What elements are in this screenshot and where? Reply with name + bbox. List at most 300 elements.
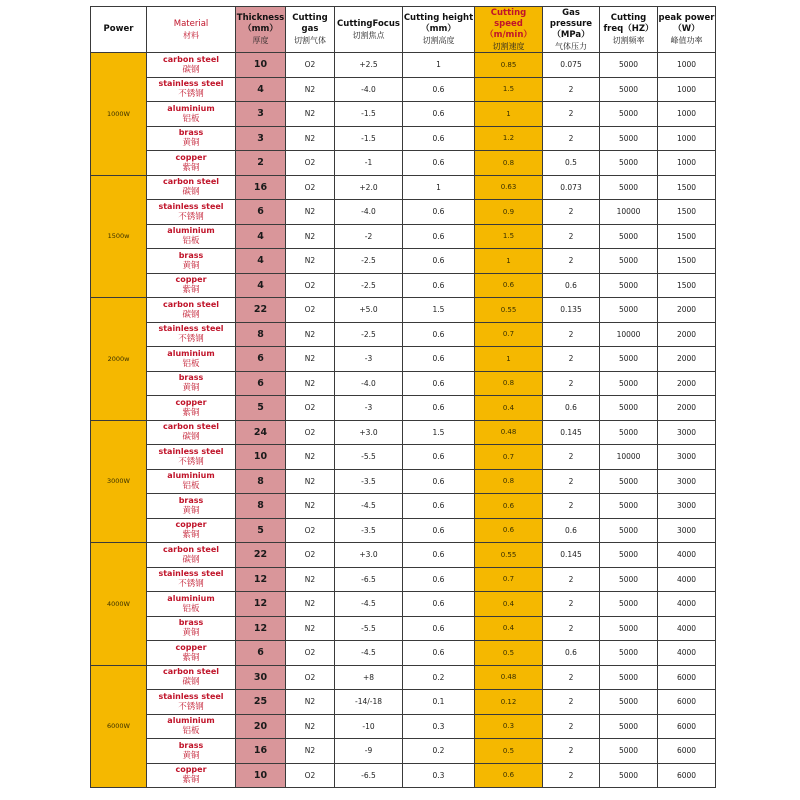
cutting-focus-cell: -5.5 [335,445,403,470]
table-row [91,200,716,225]
peak-power-cell: 1000 [658,53,716,78]
cutting-height-cell: 0.6 [403,200,475,225]
cutting-gas-cell: O2 [286,151,335,176]
material-name-cn: 不锈钢 [178,211,204,222]
material-name-cn: 铝板 [182,603,200,614]
material-name-en: brass [178,740,204,750]
cutting-speed-cell: 0.5 [475,739,543,764]
material-name-cn: 铝板 [182,481,200,492]
cutting-freq-cell: 5000 [600,249,658,274]
material-cell [147,77,236,102]
material-cell [147,690,236,715]
material-name-cn: 不锈钢 [178,701,204,712]
cutting-speed-cell: 1 [475,102,543,127]
table-row [91,494,716,519]
gas-pressure-cell: 2 [543,249,600,274]
cutting-speed-cell: 0.6 [475,273,543,298]
gas-pressure-cell: 2 [543,126,600,151]
cutting-gas-cell: N2 [286,249,335,274]
cutting-focus-cell: -2.5 [335,322,403,347]
header-row [91,7,716,53]
cutting-gas-cell: N2 [286,322,335,347]
cutting-focus-cell: -9 [335,739,403,764]
material-name-en: brass [178,250,204,260]
material-name-cn: 不锈钢 [178,456,204,467]
cutting-height-cell: 0.6 [403,249,475,274]
table-row [91,690,716,715]
material-name-cn: 黄铜 [182,505,200,516]
cutting-gas-cell: N2 [286,126,335,151]
table-row [91,714,716,739]
material-name-en: stainless steel [158,201,224,211]
header-cutting-height: Cutting height（mm） 切割高度 [403,7,475,53]
peak-power-cell: 3000 [658,445,716,470]
cutting-speed-cell: 0.9 [475,200,543,225]
header-peak-power: peak power（W） 峰值功率 [658,7,716,53]
thickness-cell: 8 [236,494,286,519]
gas-pressure-cell: 2 [543,200,600,225]
gas-pressure-cell: 0.5 [543,151,600,176]
cutting-freq-cell: 10000 [600,322,658,347]
cutting-parameter-table [90,6,716,788]
cutting-focus-cell: -4.0 [335,371,403,396]
cutting-speed-cell: 0.48 [475,665,543,690]
power-cell: 1500w [91,175,147,298]
table-row [91,396,716,421]
material-name-cn: 黄铜 [182,628,200,639]
cutting-speed-cell: 1 [475,249,543,274]
material-cell [147,175,236,200]
cutting-height-cell: 0.6 [403,151,475,176]
cutting-focus-cell: +3.0 [335,543,403,568]
cutting-speed-cell: 0.7 [475,567,543,592]
cutting-freq-cell: 5000 [600,543,658,568]
table-row [91,592,716,617]
thickness-cell: 10 [236,53,286,78]
material-name-en: carbon steel [163,544,219,554]
table-row [91,77,716,102]
peak-power-cell: 6000 [658,665,716,690]
peak-power-cell: 4000 [658,641,716,666]
cutting-gas-cell: N2 [286,494,335,519]
thickness-cell: 3 [236,126,286,151]
thickness-cell: 10 [236,763,286,788]
table-row [91,641,716,666]
material-name-cn: 铝板 [182,358,200,369]
cutting-freq-cell: 5000 [600,616,658,641]
gas-pressure-cell: 0.6 [543,396,600,421]
material-cell [147,518,236,543]
cutting-speed-cell: 0.6 [475,518,543,543]
material-name-en: carbon steel [163,177,219,187]
cutting-speed-cell: 1 [475,347,543,372]
gas-pressure-cell: 2 [543,494,600,519]
peak-power-cell: 1000 [658,77,716,102]
cutting-freq-cell: 5000 [600,53,658,78]
cutting-speed-cell: 0.55 [475,543,543,568]
cutting-focus-cell: -14/-18 [335,690,403,715]
material-name-cn: 紫铜 [182,285,200,296]
gas-pressure-cell: 0.6 [543,518,600,543]
thickness-cell: 25 [236,690,286,715]
cutting-gas-cell: O2 [286,396,335,421]
material-name-cn: 碳钢 [182,554,200,565]
cutting-freq-cell: 5000 [600,665,658,690]
material-name-en: carbon steel [163,54,219,64]
table-row [91,151,716,176]
cutting-gas-cell: N2 [286,567,335,592]
material-cell [147,543,236,568]
cutting-speed-cell: 0.8 [475,469,543,494]
cutting-focus-cell: +5.0 [335,298,403,323]
peak-power-cell: 2000 [658,322,716,347]
material-cell [147,714,236,739]
material-cell [147,641,236,666]
material-name-en: stainless steel [158,324,224,334]
material-cell [147,739,236,764]
table-row [91,616,716,641]
material-name-cn: 碳钢 [182,187,200,198]
cutting-speed-cell: 0.7 [475,445,543,470]
cutting-freq-cell: 5000 [600,77,658,102]
cutting-speed-cell: 0.4 [475,592,543,617]
gas-pressure-cell: 2 [543,714,600,739]
cutting-focus-cell: -3.5 [335,469,403,494]
peak-power-cell: 2000 [658,371,716,396]
material-name-en: aluminium [167,471,215,481]
material-name-en: carbon steel [163,299,219,309]
material-cell [147,322,236,347]
material-cell [147,469,236,494]
thickness-cell: 4 [236,77,286,102]
cutting-height-cell: 0.6 [403,126,475,151]
material-name-cn: 紫铜 [182,775,200,786]
gas-pressure-cell: 2 [543,592,600,617]
header-cutting-focus: CuttingFocus 切割焦点 [335,7,403,53]
gas-pressure-cell: 2 [543,763,600,788]
material-cell [147,151,236,176]
peak-power-cell: 4000 [658,567,716,592]
cutting-height-cell: 0.6 [403,616,475,641]
cutting-focus-cell: -5.5 [335,616,403,641]
cutting-speed-cell: 0.5 [475,641,543,666]
peak-power-cell: 2000 [658,396,716,421]
thickness-cell: 12 [236,567,286,592]
gas-pressure-cell: 2 [543,77,600,102]
material-cell [147,371,236,396]
gas-pressure-cell: 2 [543,224,600,249]
cutting-height-cell: 0.2 [403,665,475,690]
material-name-en: copper [175,397,207,407]
gas-pressure-cell: 0.145 [543,420,600,445]
material-cell [147,763,236,788]
cutting-focus-cell: -3 [335,396,403,421]
gas-pressure-cell: 0.6 [543,273,600,298]
material-name-cn: 碳钢 [182,64,200,75]
cutting-speed-cell: 0.12 [475,690,543,715]
material-cell [147,567,236,592]
peak-power-cell: 6000 [658,690,716,715]
gas-pressure-cell: 2 [543,102,600,127]
material-name-cn: 碳钢 [182,432,200,443]
material-name-cn: 紫铜 [182,162,200,173]
gas-pressure-cell: 0.6 [543,641,600,666]
peak-power-cell: 1000 [658,126,716,151]
cutting-gas-cell: O2 [286,543,335,568]
material-cell [147,126,236,151]
cutting-freq-cell: 5000 [600,371,658,396]
table-row [91,102,716,127]
cutting-height-cell: 0.6 [403,77,475,102]
material-name-en: carbon steel [163,667,219,677]
material-name-en: brass [178,373,204,383]
cutting-height-cell: 0.6 [403,592,475,617]
cutting-height-cell: 0.6 [403,543,475,568]
material-cell [147,396,236,421]
peak-power-cell: 6000 [658,739,716,764]
table-row [91,224,716,249]
cutting-focus-cell: +3.0 [335,420,403,445]
cutting-height-cell: 0.6 [403,102,475,127]
material-name-cn: 紫铜 [182,530,200,541]
cutting-focus-cell: -2.5 [335,249,403,274]
table-row [91,347,716,372]
cutting-freq-cell: 10000 [600,445,658,470]
material-name-en: carbon steel [163,422,219,432]
cutting-speed-cell: 0.4 [475,396,543,421]
thickness-cell: 16 [236,739,286,764]
material-name-en: aluminium [167,716,215,726]
gas-pressure-cell: 0.145 [543,543,600,568]
parameter-sheet [90,6,715,788]
peak-power-cell: 3000 [658,469,716,494]
thickness-cell: 8 [236,469,286,494]
cutting-focus-cell: -1 [335,151,403,176]
cutting-height-cell: 0.2 [403,739,475,764]
cutting-gas-cell: N2 [286,224,335,249]
cutting-gas-cell: O2 [286,763,335,788]
cutting-gas-cell: N2 [286,445,335,470]
cutting-speed-cell: 0.6 [475,494,543,519]
table-row [91,273,716,298]
thickness-cell: 16 [236,175,286,200]
thickness-cell: 6 [236,347,286,372]
table-row [91,249,716,274]
table-row [91,175,716,200]
gas-pressure-cell: 2 [543,739,600,764]
material-name-cn: 铝板 [182,236,200,247]
cutting-speed-cell: 0.48 [475,420,543,445]
peak-power-cell: 2000 [658,347,716,372]
cutting-freq-cell: 5000 [600,763,658,788]
peak-power-cell: 4000 [658,592,716,617]
table-row [91,298,716,323]
peak-power-cell: 3000 [658,420,716,445]
material-name-cn: 紫铜 [182,407,200,418]
cutting-focus-cell: -3 [335,347,403,372]
thickness-cell: 24 [236,420,286,445]
cutting-focus-cell: -3.5 [335,518,403,543]
cutting-freq-cell: 5000 [600,347,658,372]
cutting-height-cell: 0.6 [403,641,475,666]
cutting-speed-cell: 1.5 [475,77,543,102]
cutting-freq-cell: 10000 [600,200,658,225]
cutting-focus-cell: +2.0 [335,175,403,200]
table-row [91,518,716,543]
material-cell [147,273,236,298]
cutting-freq-cell: 5000 [600,690,658,715]
peak-power-cell: 1500 [658,224,716,249]
thickness-cell: 10 [236,445,286,470]
material-name-en: aluminium [167,593,215,603]
cutting-height-cell: 0.6 [403,567,475,592]
cutting-freq-cell: 5000 [600,641,658,666]
cutting-gas-cell: O2 [286,175,335,200]
peak-power-cell: 4000 [658,616,716,641]
thickness-cell: 4 [236,224,286,249]
thickness-cell: 20 [236,714,286,739]
gas-pressure-cell: 2 [543,690,600,715]
cutting-gas-cell: O2 [286,420,335,445]
material-name-en: aluminium [167,103,215,113]
material-cell [147,445,236,470]
cutting-freq-cell: 5000 [600,224,658,249]
peak-power-cell: 6000 [658,763,716,788]
cutting-freq-cell: 5000 [600,151,658,176]
peak-power-cell: 2000 [658,298,716,323]
peak-power-cell: 1000 [658,102,716,127]
cutting-focus-cell: -6.5 [335,763,403,788]
material-name-en: copper [175,520,207,530]
thickness-cell: 22 [236,298,286,323]
header-cutting-speed: Cutting speed（m/min） 切割速度 [475,7,543,53]
gas-pressure-cell: 2 [543,371,600,396]
cutting-gas-cell: N2 [286,77,335,102]
cutting-gas-cell: O2 [286,53,335,78]
thickness-cell: 4 [236,273,286,298]
cutting-freq-cell: 5000 [600,396,658,421]
thickness-cell: 12 [236,616,286,641]
peak-power-cell: 3000 [658,518,716,543]
material-name-cn: 不锈钢 [178,89,204,100]
cutting-height-cell: 0.6 [403,469,475,494]
material-name-en: stainless steel [158,569,224,579]
material-name-en: brass [178,618,204,628]
cutting-height-cell: 1 [403,175,475,200]
peak-power-cell: 1500 [658,175,716,200]
cutting-freq-cell: 5000 [600,518,658,543]
material-name-cn: 不锈钢 [178,334,204,345]
cutting-focus-cell: -10 [335,714,403,739]
cutting-height-cell: 0.6 [403,322,475,347]
cutting-speed-cell: 0.4 [475,616,543,641]
peak-power-cell: 1500 [658,200,716,225]
table-row [91,763,716,788]
cutting-speed-cell: 1.5 [475,224,543,249]
cutting-height-cell: 0.3 [403,763,475,788]
cutting-gas-cell: N2 [286,371,335,396]
cutting-gas-cell: N2 [286,102,335,127]
cutting-focus-cell: -2.5 [335,273,403,298]
cutting-gas-cell: O2 [286,665,335,690]
thickness-cell: 30 [236,665,286,690]
cutting-focus-cell: +2.5 [335,53,403,78]
cutting-speed-cell: 0.3 [475,714,543,739]
cutting-focus-cell: -4.5 [335,494,403,519]
gas-pressure-cell: 2 [543,567,600,592]
cutting-focus-cell: -6.5 [335,567,403,592]
table-row [91,126,716,151]
material-name-en: stainless steel [158,446,224,456]
cutting-height-cell: 0.1 [403,690,475,715]
gas-pressure-cell: 0.075 [543,53,600,78]
cutting-height-cell: 0.6 [403,371,475,396]
cutting-focus-cell: -4.5 [335,641,403,666]
gas-pressure-cell: 0.073 [543,175,600,200]
gas-pressure-cell: 2 [543,665,600,690]
thickness-cell: 6 [236,371,286,396]
table-row [91,739,716,764]
table-row [91,420,716,445]
power-cell: 2000w [91,298,147,421]
power-cell: 6000W [91,665,147,788]
gas-pressure-cell: 2 [543,322,600,347]
cutting-speed-cell: 0.7 [475,322,543,347]
cutting-speed-cell: 0.63 [475,175,543,200]
material-cell [147,249,236,274]
cutting-height-cell: 1.5 [403,420,475,445]
cutting-speed-cell: 1.2 [475,126,543,151]
table-row [91,371,716,396]
peak-power-cell: 3000 [658,494,716,519]
material-name-cn: 黄铜 [182,383,200,394]
cutting-speed-cell: 0.8 [475,371,543,396]
header-gas-pressure: Gas pressure（MPa） 气体压力 [543,7,600,53]
material-name-cn: 不锈钢 [178,579,204,590]
cutting-gas-cell: N2 [286,469,335,494]
material-name-en: aluminium [167,348,215,358]
cutting-speed-cell: 0.85 [475,53,543,78]
peak-power-cell: 6000 [658,714,716,739]
material-name-cn: 碳钢 [182,677,200,688]
thickness-cell: 3 [236,102,286,127]
cutting-freq-cell: 5000 [600,420,658,445]
material-cell [147,53,236,78]
gas-pressure-cell: 2 [543,445,600,470]
cutting-gas-cell: N2 [286,739,335,764]
material-name-en: aluminium [167,226,215,236]
cutting-height-cell: 0.6 [403,518,475,543]
cutting-gas-cell: O2 [286,298,335,323]
table-row [91,445,716,470]
cutting-freq-cell: 5000 [600,567,658,592]
gas-pressure-cell: 2 [543,469,600,494]
table-body [91,53,716,788]
material-name-cn: 铝板 [182,113,200,124]
table-row [91,322,716,347]
material-name-cn: 黄铜 [182,260,200,271]
material-cell [147,224,236,249]
cutting-height-cell: 1 [403,53,475,78]
cutting-freq-cell: 5000 [600,126,658,151]
cutting-freq-cell: 5000 [600,273,658,298]
power-cell: 4000W [91,543,147,666]
cutting-gas-cell: N2 [286,200,335,225]
header-material: Material 材料 [147,7,236,53]
cutting-height-cell: 1.5 [403,298,475,323]
material-cell [147,102,236,127]
cutting-height-cell: 0.6 [403,445,475,470]
